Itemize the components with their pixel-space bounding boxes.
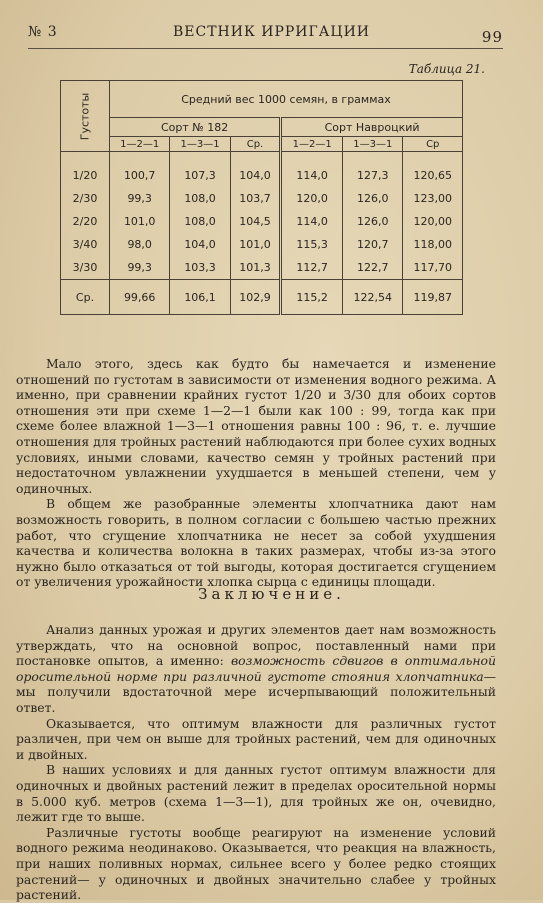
cell: 114,0	[281, 164, 343, 187]
table-row-average	[61, 280, 463, 315]
subheader: 1—2—1	[281, 137, 343, 152]
table-row	[61, 187, 463, 210]
cell: 119,87	[403, 280, 463, 315]
cell: 123,00	[403, 187, 463, 210]
cell: 117,70	[403, 256, 463, 280]
row-density: Ср.	[61, 280, 110, 315]
table-row	[61, 210, 463, 233]
cell: 103,7	[230, 187, 280, 210]
paragraph: Различные густоты вообще реагируют на изменение условий водного режима неодинаково. Оказывается, что реакция на влажность, при наших поливных нормах, сильнее всего у более редко стоящих растений— у одиночных и двойных значительно слабее у тройных растений.	[16, 824, 496, 903]
cell: 100,7	[110, 164, 170, 187]
cell: 106,1	[170, 280, 230, 315]
cell: 101,0	[230, 233, 280, 256]
cell: 126,0	[343, 210, 403, 233]
density-column-header: Густоты	[61, 81, 110, 152]
cell: 120,65	[403, 164, 463, 187]
paragraph: Мало этого, здесь как будто бы намечается и изменение отношений по густотам в зависимости от изменения водного режима. А именно, при сравнении крайних густот 1/20 и 3/30 для обоих сортов отношения эти при схеме 1—2—1 были как 100 : 99, тогда как при схеме более влажной 1—3—1 отношения равны 100 : 96, т. е. лучшие отношения для тройных растений наблюдаются при более сухих водных условиях, иными словами, качество семян у тройных растений при недостаточном увлажнении ухудшается в меньшей степени, чем у одиночных.	[16, 356, 496, 496]
section-heading: Заключение.	[198, 585, 345, 603]
cell: 122,7	[343, 256, 403, 280]
cell: 98,0	[110, 233, 170, 256]
cell: 101,3	[230, 256, 280, 280]
page-number: 99	[481, 28, 503, 46]
cell: 114,0	[281, 210, 343, 233]
row-density: 2/20	[61, 210, 110, 233]
main-header: Средний вес 1000 семян, в граммах	[110, 81, 463, 118]
cell: 115,2	[281, 280, 343, 315]
cell: 104,0	[230, 164, 280, 187]
cell: 107,3	[170, 164, 230, 187]
subheader: Ср	[403, 137, 463, 152]
row-density: 3/30	[61, 256, 110, 280]
seed-weight-table	[60, 80, 463, 315]
cell: 118,00	[403, 233, 463, 256]
cell: 101,0	[110, 210, 170, 233]
table-row	[61, 164, 463, 187]
cell: 112,7	[281, 256, 343, 280]
paragraph: Анализ данных урожая и других элементов дает нам возможность утверждать, что на основной вопрос, поставленный нами при постановке опытов, а именно: возможность сдвигов в оптимальной оросительной норме при различной густоте стояния хлопчатника—мы получили вдостаточной мере исчерпывающий положительный ответ.	[16, 622, 496, 715]
cell: 103,3	[170, 256, 230, 280]
cell: 120,0	[281, 187, 343, 210]
issue-number: № 3	[28, 24, 58, 40]
subheader: Ср.	[230, 137, 280, 152]
group-header-182: Сорт № 182	[110, 118, 281, 137]
cell: 102,9	[230, 280, 280, 315]
paragraph: В общем же разобранные элементы хлопчатника дают нам возможность говорить, в полном согласии с большею частью прежних работ, что сгущение хлопчатника не несет за собой ухудшения качества и количества волокна в таких размерах, чтобы из-за этого нужно было отказаться от той выгоды, которая достигается сгущением от увеличения урожайности хлопка сырца с единицы площади.	[16, 496, 496, 590]
cell: 126,0	[343, 187, 403, 210]
row-density: 1/20	[61, 164, 110, 187]
paragraph: В наших условиях и для данных густот оптимум влажности для одиночных и двойных растений лежит в пределах оросительной нормы в 5.000 куб. метров (схема 1—3—1), для тройных же он, очевидно, лежит где то выше.	[16, 762, 496, 825]
cell: 120,7	[343, 233, 403, 256]
table-caption: Таблица 21.	[408, 62, 485, 76]
cell: 108,0	[170, 210, 230, 233]
subheader: 1—3—1	[343, 137, 403, 152]
cell: 99,3	[110, 256, 170, 280]
cell: 120,00	[403, 210, 463, 233]
journal-title: ВЕСТНИК ИРРИГАЦИИ	[173, 24, 371, 40]
table-row	[61, 256, 463, 280]
cell: 99,3	[110, 187, 170, 210]
cell: 108,0	[170, 187, 230, 210]
cell: 122,54	[343, 280, 403, 315]
group-header-navrotsky: Сорт Навроцкий	[281, 118, 463, 137]
subheader: 1—2—1	[110, 137, 170, 152]
body-text-top	[16, 356, 496, 590]
subheader: 1—3—1	[170, 137, 230, 152]
row-density: 2/30	[61, 187, 110, 210]
cell: 104,0	[170, 233, 230, 256]
cell: 115,3	[281, 233, 343, 256]
paragraph: Оказывается, что оптимум влажности для различных густот различен, при чем он выше для тройных растений, чем для одиночных и двойных.	[16, 715, 496, 762]
cell: 127,3	[343, 164, 403, 187]
body-text-bottom	[16, 622, 496, 903]
row-density: 3/40	[61, 233, 110, 256]
cell: 104,5	[230, 210, 280, 233]
table-row	[61, 233, 463, 256]
page-header	[28, 22, 503, 49]
cell: 99,66	[110, 280, 170, 315]
